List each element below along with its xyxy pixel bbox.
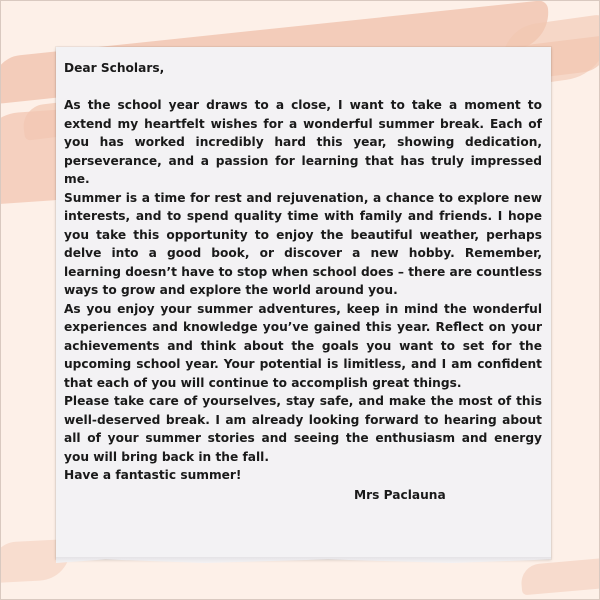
letter-signature: Mrs Paclauna xyxy=(354,487,446,502)
letter-paragraph-4: Please take care of yourselves, stay safe, and make the most of this well-deserved break. I am already looking forward to hearing about all of your summer stories and seeing the enthusiasm and energy you will bring back in the fall. xyxy=(64,394,542,464)
brush-stroke-decoration xyxy=(520,557,600,596)
letter-greeting: Dear Scholars, xyxy=(64,61,165,75)
letter-paragraph-3: As you enjoy your summer adventures, keep in mind the wonderful experiences and knowledge you’ve gained this year. Reflect on your achievements and think about the goals you want to set for the upcoming school year. Your potential is limitless, and I am confident that each of you will continue to accomplish great things. xyxy=(64,301,542,390)
letter-closing: Have a fantastic summer! xyxy=(64,468,242,482)
letter-paragraph-2: Summer is a time for rest and rejuvenation, a chance to explore new interests, and to spend quality time with family and friends. I hope you take this opportunity to enjoy the beautiful weather, perhaps delve into a good book, or discover a new hobby. Remember, learning doesn’t have to stop when school does – there are countless ways to grow and explore the world around you. xyxy=(64,190,542,297)
letter-body xyxy=(64,59,542,504)
letter-paragraph-1: As the school year draws to a close, I want to take a moment to extend my heartfelt wishes for a wonderful summer break. Each of you has worked incredibly hard this year, showing dedication, perseverance, and a passion for learning that has truly impressed me. xyxy=(64,98,542,186)
